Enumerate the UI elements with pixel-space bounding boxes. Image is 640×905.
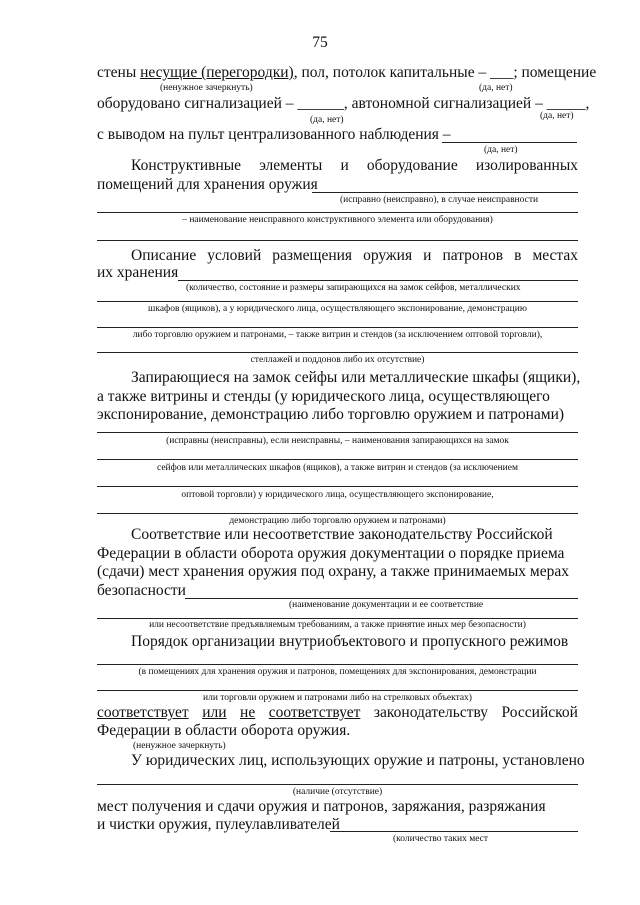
legal-note-1: (наличие (отсутствие) bbox=[292, 787, 383, 797]
walls-rest: , пол, потолок капитальные – ___; помещение bbox=[293, 64, 597, 81]
legal-line-1: У юридических лиц, использующих оружие и патроны, установлено bbox=[131, 752, 585, 769]
safes-blank-1 bbox=[97, 432, 578, 433]
legal-blank-1 bbox=[97, 784, 578, 785]
regime-note-2: или торговли оружием и патронами либо на стрелковых объектах) bbox=[203, 693, 472, 703]
word: условий bbox=[207, 247, 262, 264]
note-yn-pult: (да, нет) bbox=[484, 145, 518, 155]
compliance-line-3: (сдачи) мест хранения оружия под охрану, а также принимаемых мерах bbox=[97, 563, 569, 580]
safes-note-3: оптовой торговли) у юридического лица, осуществляющего экспонирование, bbox=[181, 490, 494, 500]
compliance-note-1: (наименование документации и ее соответствие bbox=[289, 600, 484, 610]
legal-blank-2 bbox=[330, 831, 578, 832]
word: Российской bbox=[501, 704, 578, 721]
legal-note-2: (количество таких мест bbox=[393, 834, 489, 844]
compliance-line-2: Федерации в области оборота оружия документации о порядке приема bbox=[97, 545, 565, 562]
note-strike-2: (ненужное зачеркнуть) bbox=[133, 741, 226, 751]
choice-complies: соответствует bbox=[97, 704, 189, 721]
conditions-line-2: их хранения bbox=[97, 264, 179, 281]
compliance-line-1: Соответствие или несоответствие законодательству Российской bbox=[131, 526, 553, 543]
pult-line: с выводом на пульт централизованного наблюдения – bbox=[97, 126, 451, 143]
conditions-note-3: либо торговлю оружием и патронами, – также витрин и стендов (за исключением оптовой торговли), bbox=[132, 330, 543, 340]
word: изолированных bbox=[475, 157, 578, 174]
conditions-note-2: шкафов (ящиков), а у юридического лица, осуществляющего экспонирование, демонстрацию bbox=[148, 304, 527, 314]
regime-line-fed: Федерации в области оборота оружия. bbox=[97, 722, 351, 739]
safes-blank-2 bbox=[97, 459, 578, 460]
word: местах bbox=[532, 247, 578, 264]
walls-choice: несущие (перегородки) bbox=[140, 64, 294, 81]
safes-note-4: демонстрацию либо торговлю оружием и патронами) bbox=[229, 516, 446, 526]
word: размещения bbox=[272, 247, 353, 264]
conditions-blank-2 bbox=[97, 301, 578, 302]
choice-complies-2: соответствует bbox=[268, 704, 361, 721]
compliance-line-4: безопасности bbox=[97, 582, 186, 599]
word: патронов bbox=[442, 247, 504, 264]
conditions-blank-1 bbox=[178, 280, 578, 281]
page-number: 75 bbox=[312, 34, 328, 51]
safes-note-1: (исправны (неисправны), если неисправны, – наименования запирающихся на замок bbox=[166, 436, 509, 446]
regime-compliance-line bbox=[97, 704, 578, 722]
safes-blank-3 bbox=[97, 486, 578, 487]
constructive-note-1: (исправно (неисправно), в случае неисправности bbox=[340, 195, 539, 205]
compliance-blank-2 bbox=[97, 618, 578, 619]
walls-prefix: стены bbox=[97, 64, 141, 81]
compliance-blank-1 bbox=[185, 598, 578, 599]
regime-blank-2 bbox=[97, 690, 578, 691]
conditions-blank-3 bbox=[97, 327, 578, 328]
constructive-blank-2 bbox=[97, 212, 578, 213]
safes-blank-4 bbox=[97, 513, 578, 514]
choice-not: не bbox=[240, 704, 256, 721]
constructive-line-2: помещений для хранения оружия bbox=[97, 176, 318, 193]
word: оборудование bbox=[366, 157, 458, 174]
pult-blank bbox=[442, 142, 577, 143]
legal-line-2: мест получения и сдачи оружия и патронов, заряжания, разряжания bbox=[97, 798, 546, 815]
safes-line-2: а также витрины и стенды (у юридического лица, осуществляющего bbox=[97, 388, 550, 405]
word: элементы bbox=[259, 157, 323, 174]
word: законодательству bbox=[373, 704, 489, 721]
conditions-note-1: (количество, состояние и размеры запирающихся на замок сейфов, металлических bbox=[186, 283, 521, 293]
regime-line-1: Порядок организации внутриобъектового и пропускного режимов bbox=[131, 633, 569, 650]
constructive-note-2: – наименование неисправного конструктивного элемента или оборудования) bbox=[182, 215, 493, 225]
regime-blank-1 bbox=[97, 664, 578, 665]
note-yn-walls: (да, нет) bbox=[479, 83, 513, 93]
word: Конструктивные bbox=[131, 157, 242, 174]
safes-note-2: сейфов или металлических шкафов (ящиков), а также витрин и стендов (за исключением bbox=[156, 463, 518, 473]
word: и bbox=[423, 247, 432, 264]
safes-line-1: Запирающиеся на замок сейфы или металлические шкафы (ящики), bbox=[131, 369, 581, 386]
regime-note-1: (в помещениях для хранения оружия и патронов, помещениях для экспонирования, демонстрации bbox=[138, 667, 537, 677]
conditions-note-4: стеллажей и поддонов либо их отсутствие) bbox=[250, 355, 425, 365]
note-strike-1: (ненужное зачеркнуть) bbox=[160, 83, 253, 93]
compliance-note-2: или несоответствие предъявляемым требованиям, а также принятие иных мер безопасности) bbox=[149, 620, 526, 630]
word: оружия bbox=[363, 247, 413, 264]
conditions-blank-4 bbox=[97, 352, 578, 353]
safes-line-3: экспонирование, демонстрацию либо торговлю оружием и патронами) bbox=[97, 406, 565, 423]
word: Описание bbox=[131, 247, 197, 264]
word: и bbox=[340, 157, 349, 174]
word: в bbox=[514, 247, 522, 264]
choice-or: или bbox=[202, 704, 227, 721]
legal-line-3: и чистки оружия, пулеулавливателей bbox=[97, 816, 340, 833]
note-yn-alarm-1: (да, нет) bbox=[310, 115, 344, 125]
conditions-line-1 bbox=[131, 247, 578, 265]
walls-line bbox=[97, 64, 596, 82]
constructive-blank-3 bbox=[97, 240, 578, 241]
note-yn-alarm-2: (да, нет) bbox=[540, 111, 574, 121]
alarm-line: оборудовано сигнализацией – ______, автономной сигнализацией – _____, bbox=[97, 95, 590, 112]
constructive-line-1 bbox=[131, 157, 578, 175]
constructive-blank-1 bbox=[312, 192, 578, 193]
